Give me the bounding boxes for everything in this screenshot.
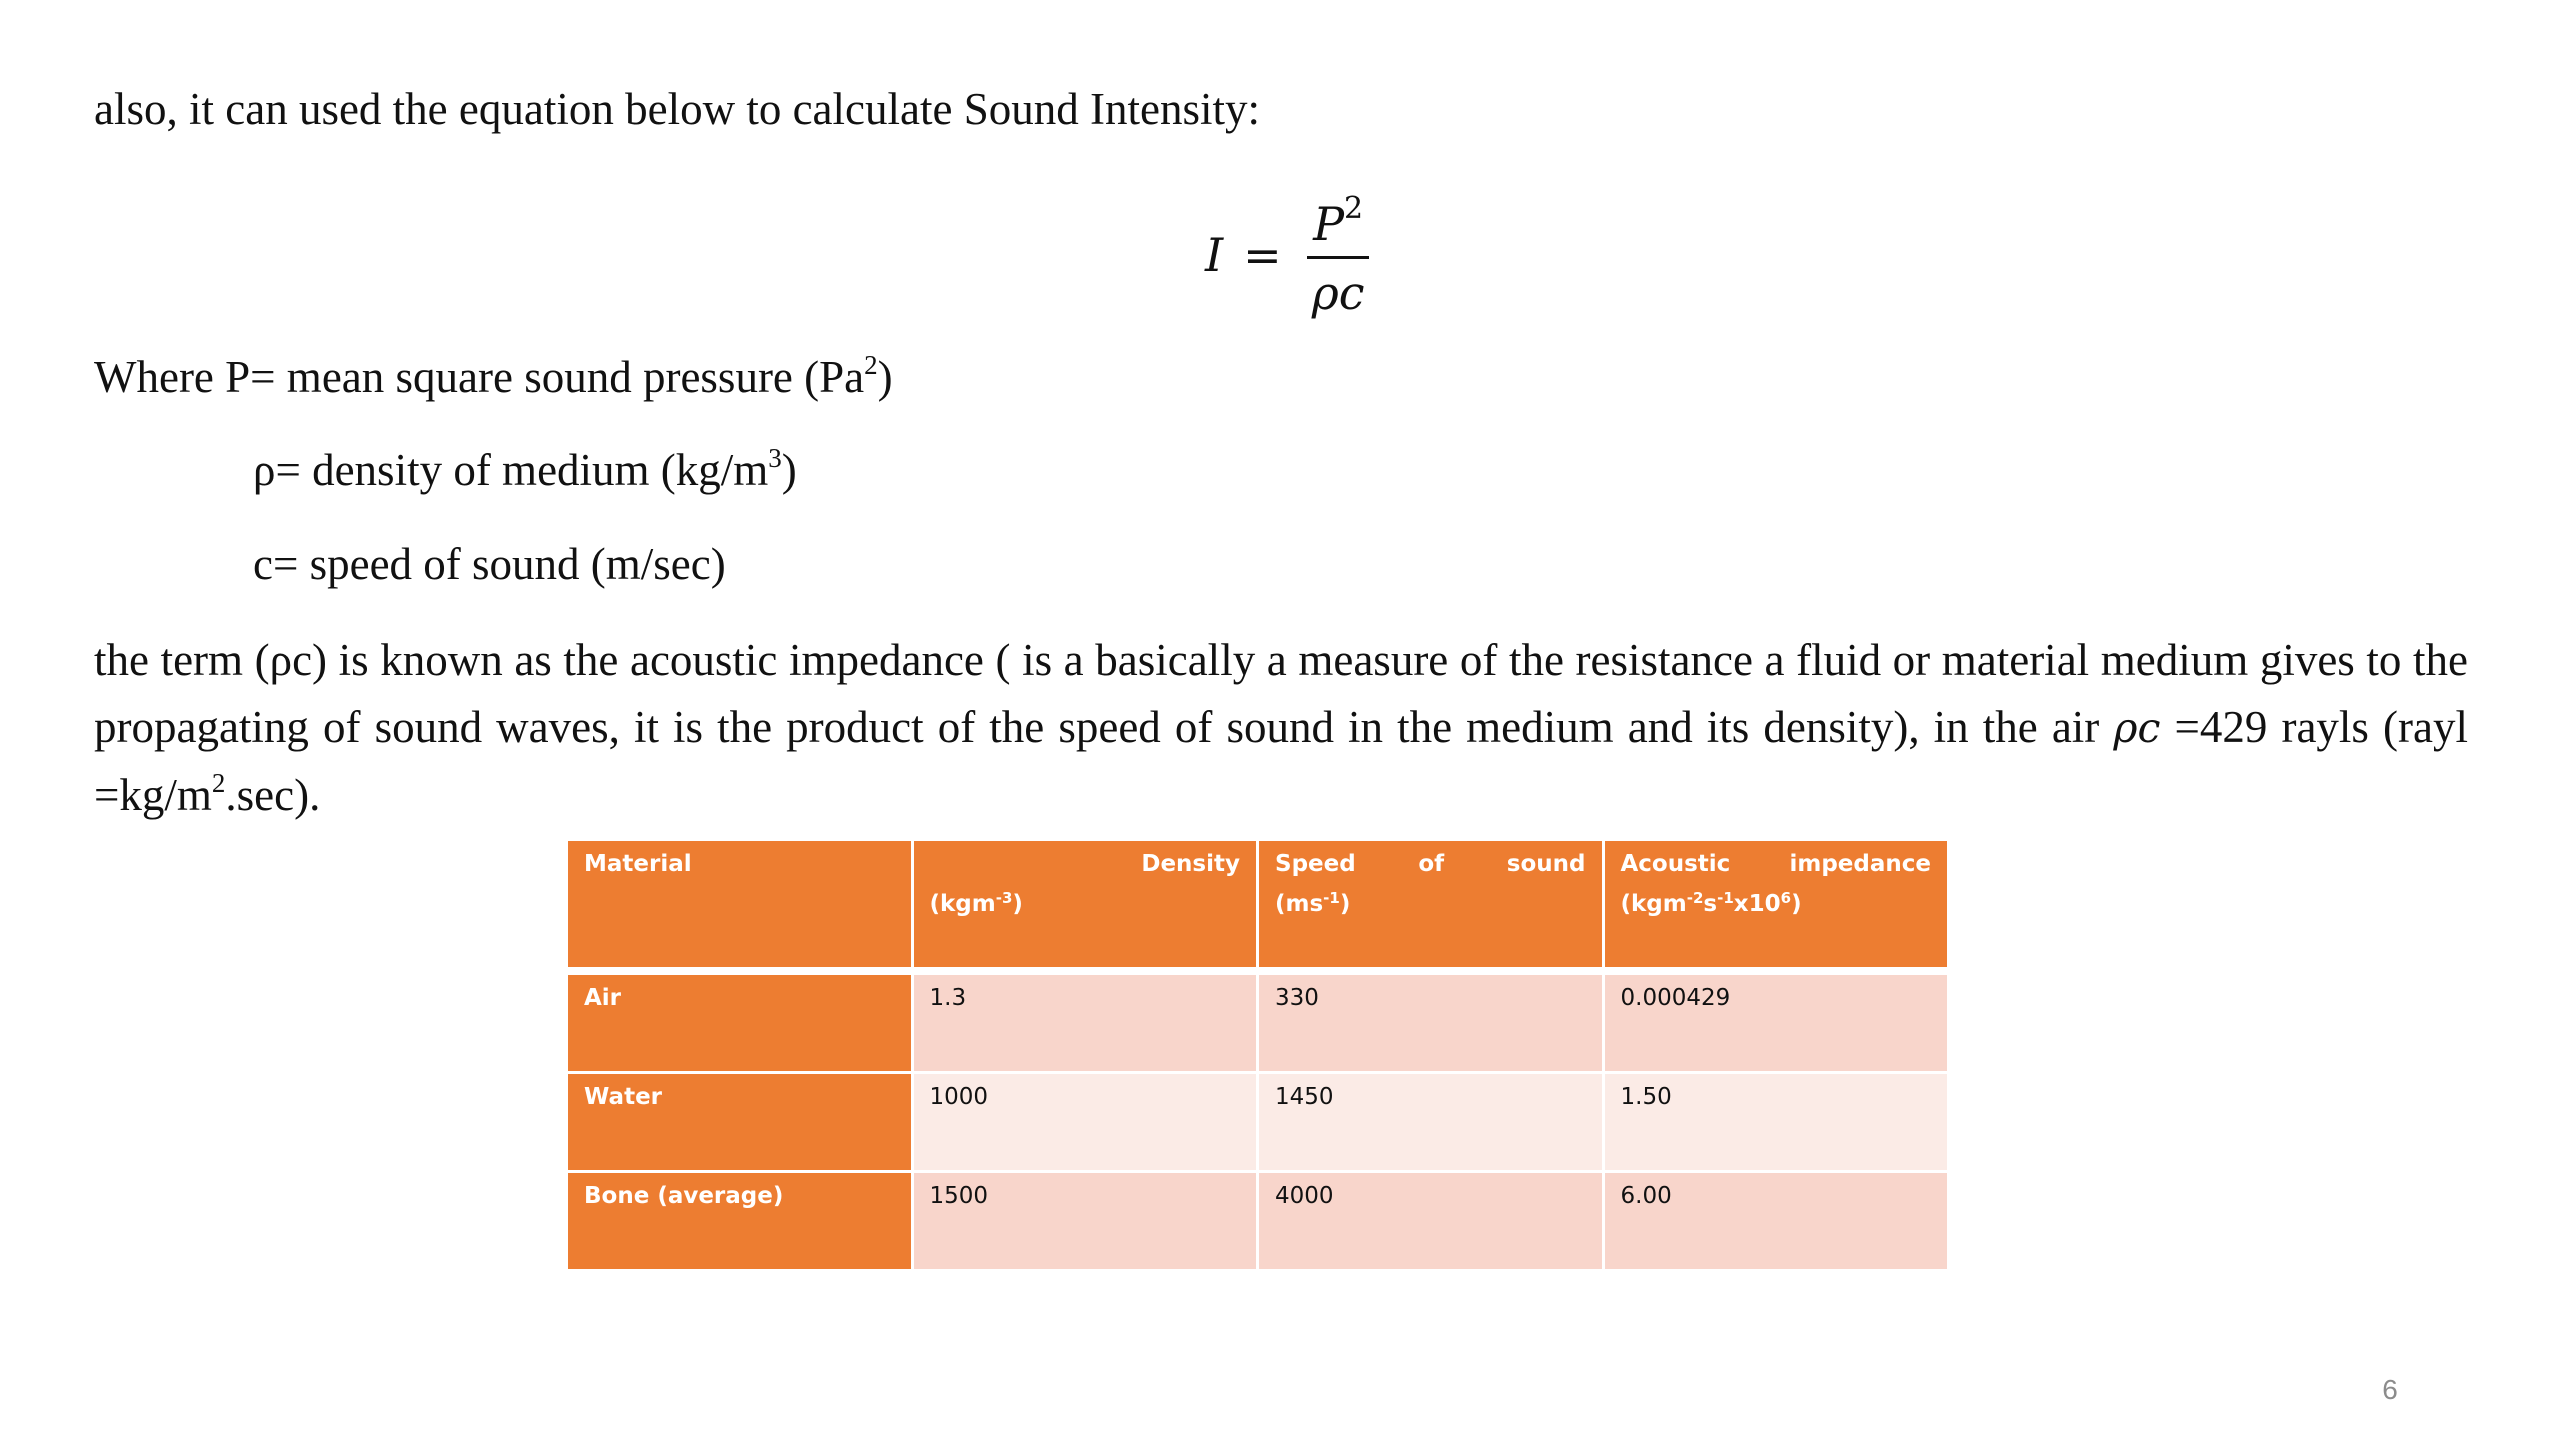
cell-density: 1000 [912, 1073, 1258, 1172]
definition-pressure-text: Where P= mean square sound pressure (Pa [94, 352, 865, 402]
cell-material: Air [567, 971, 913, 1073]
paragraph-part1: the term (ρc) is known as the acoustic impedance ( is a basically a measure of the resistance a fluid or material medium gives to the propagating of sound waves, it is the product of the speed of sound in the medium and its density), in the air [94, 635, 2468, 752]
header-speed [1258, 840, 1604, 972]
definition-density-text: ρ= density of medium (kg/m [253, 445, 769, 495]
formula-numerator [1307, 190, 1369, 251]
definition-density [253, 443, 797, 495]
definition-density-sup: 3 [768, 443, 782, 473]
cell-material: Water [567, 1073, 913, 1172]
intro-text: also, it can used the equation below to calculate Sound Intensity: [94, 84, 1260, 134]
header-speed-word2: of [1418, 851, 1445, 877]
cell-impedance: 6.00 [1603, 1172, 1949, 1271]
numerator-exponent: 2 [1344, 190, 1364, 226]
cell-material: Bone (average) [567, 1172, 913, 1271]
header-speed-word1: Speed [1275, 851, 1356, 877]
formula-denominator: ρc [1311, 266, 1365, 320]
header-speed-word3: sound [1506, 851, 1586, 877]
cell-impedance: 1.50 [1603, 1073, 1949, 1172]
table-row [567, 1172, 1949, 1271]
header-acoustic-word1: Acoustic [1620, 851, 1731, 877]
header-acoustic-impedance [1603, 840, 1949, 972]
page-number: 6 [2382, 1374, 2398, 1405]
paragraph-part2: =429 rayls (rayl =kg/m [94, 702, 2468, 820]
acoustic-properties-table [565, 838, 1950, 1272]
sound-intensity-formula [1205, 185, 1371, 325]
header-speed-unit: $(ms^{-1})$ [1275, 889, 1351, 917]
cell-impedance: 0.000429 [1603, 971, 1949, 1073]
paragraph-part3: .sec). [225, 770, 321, 820]
definition-pressure-sup: 2 [864, 350, 878, 380]
paragraph-rhoc: ρc [2113, 704, 2161, 752]
cell-speed: 1450 [1258, 1073, 1604, 1172]
cell-speed: 330 [1258, 971, 1604, 1073]
table-row [567, 1073, 1949, 1172]
header-density [912, 840, 1258, 972]
table-row [567, 971, 1949, 1073]
table-header-row [567, 840, 1949, 972]
header-material-label: Material [584, 851, 692, 877]
header-density-label: Density [1141, 851, 1240, 877]
acoustic-impedance-paragraph [94, 627, 2468, 829]
paragraph-sup: 2 [211, 768, 226, 798]
definition-speed: c= speed of sound (m/sec) [253, 539, 726, 589]
formula-lhs: I [1205, 228, 1224, 282]
cell-density: 1500 [912, 1172, 1258, 1271]
header-density-unit: (kgm$^{-3}$) [929, 889, 1023, 917]
cell-density: 1.3 [912, 971, 1258, 1073]
definition-pressure-suffix: ) [877, 352, 893, 402]
header-material [567, 840, 913, 972]
definition-density-suffix: ) [781, 445, 797, 495]
formula-equals: = [1243, 228, 1282, 282]
cell-speed: 4000 [1258, 1172, 1604, 1271]
definition-pressure [94, 350, 893, 402]
formula-fraction [1306, 190, 1371, 320]
header-acoustic-word2: impedance [1789, 851, 1931, 877]
header-acoustic-unit: $(kgm^{-2}s^{-1}x10^6)$ [1620, 889, 1802, 917]
numerator-base: P [1313, 196, 1345, 251]
fraction-bar [1307, 256, 1369, 259]
